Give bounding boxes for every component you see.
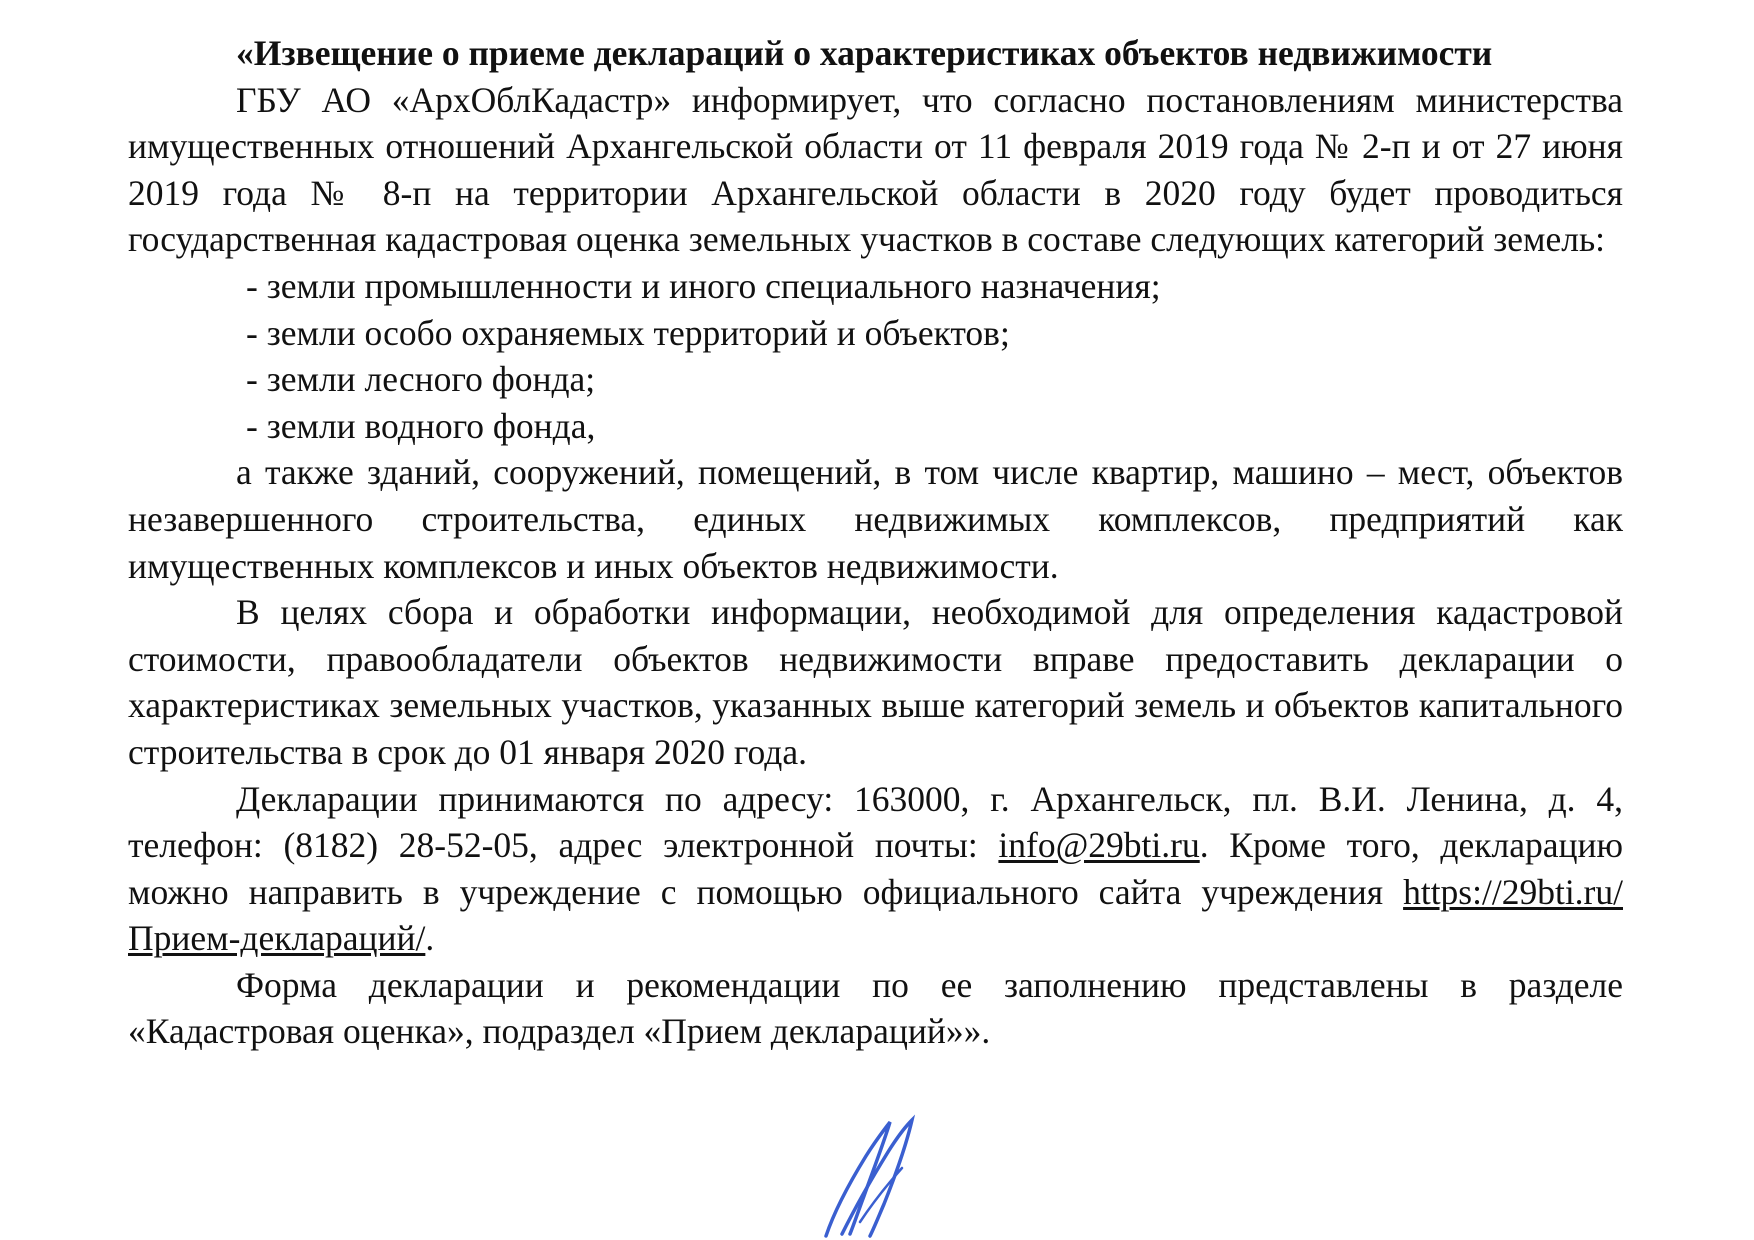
land-category-item: - земли промышленности и иного специального назначения; — [246, 265, 1161, 306]
contacts-paragraph — [128, 776, 1623, 962]
contacts-address-text: Декларации принимаются по адресу: 163000, г. Архангельск, пл. В.И. Ленина, д. 4, телефон: (8182) 28-52-05, адрес электронной почты: — [128, 778, 1623, 866]
contacts-website-text: . Кроме того, декларацию можно направить в учреждение с помощью официального сайта учреждения — [128, 825, 1623, 912]
notice-title: «Извещение о приеме деклараций о характеристиках объектов недвижимости — [236, 33, 1493, 73]
notice-document — [128, 30, 1623, 1055]
land-category-item: - земли водного фонда, — [246, 405, 596, 446]
intro-paragraph: ГБУ АО «АрхОблКадастр» информирует, что согласно постановлениям министерства имущественных отношений Архангельской области от 11 февраля 2019 года № 2-п и от 27 июня 2019 года № 8-п на территории Архангельской области в 2020 году будет проводиться государственная кадастровая оценка земельных участков в составе следующих категорий земель: — [128, 79, 1623, 260]
land-category-item: - земли особо охраняемых территорий и объектов; — [246, 312, 1010, 353]
land-categories-list — [128, 263, 1623, 449]
land-category-item: - земли лесного фонда; — [246, 359, 596, 400]
email-link[interactable]: info@29bti.ru — [998, 825, 1200, 866]
purpose-paragraph: В целях сбора и обработки информации, необходимой для определения кадастровой стоимости, правообладатели объектов недвижимости вправе предоставить декларации о характеристиках земельных участков, указанных выше категорий земель и объектов капитального строительства в срок до 01 января 2020 года. — [128, 592, 1623, 772]
also-objects-paragraph: а также зданий, сооружений, помещений, в том числе квартир, машино – мест, объектов незавершенного строительства, единых недвижимых комплексов, предприятий как имущественных комплексов и иных объектов недвижимости. — [128, 452, 1623, 586]
contacts-end-text: . — [425, 918, 435, 959]
form-info-paragraph: Форма декларации и рекомендации по ее заполнению представлены в разделе «Кадастровая оценка», подраздел «Прием деклараций»». — [128, 964, 1623, 1052]
handwritten-signature-icon — [820, 1112, 930, 1240]
website-link[interactable]: https://29bti.ru/Прием-деклараций/ — [128, 871, 1623, 959]
